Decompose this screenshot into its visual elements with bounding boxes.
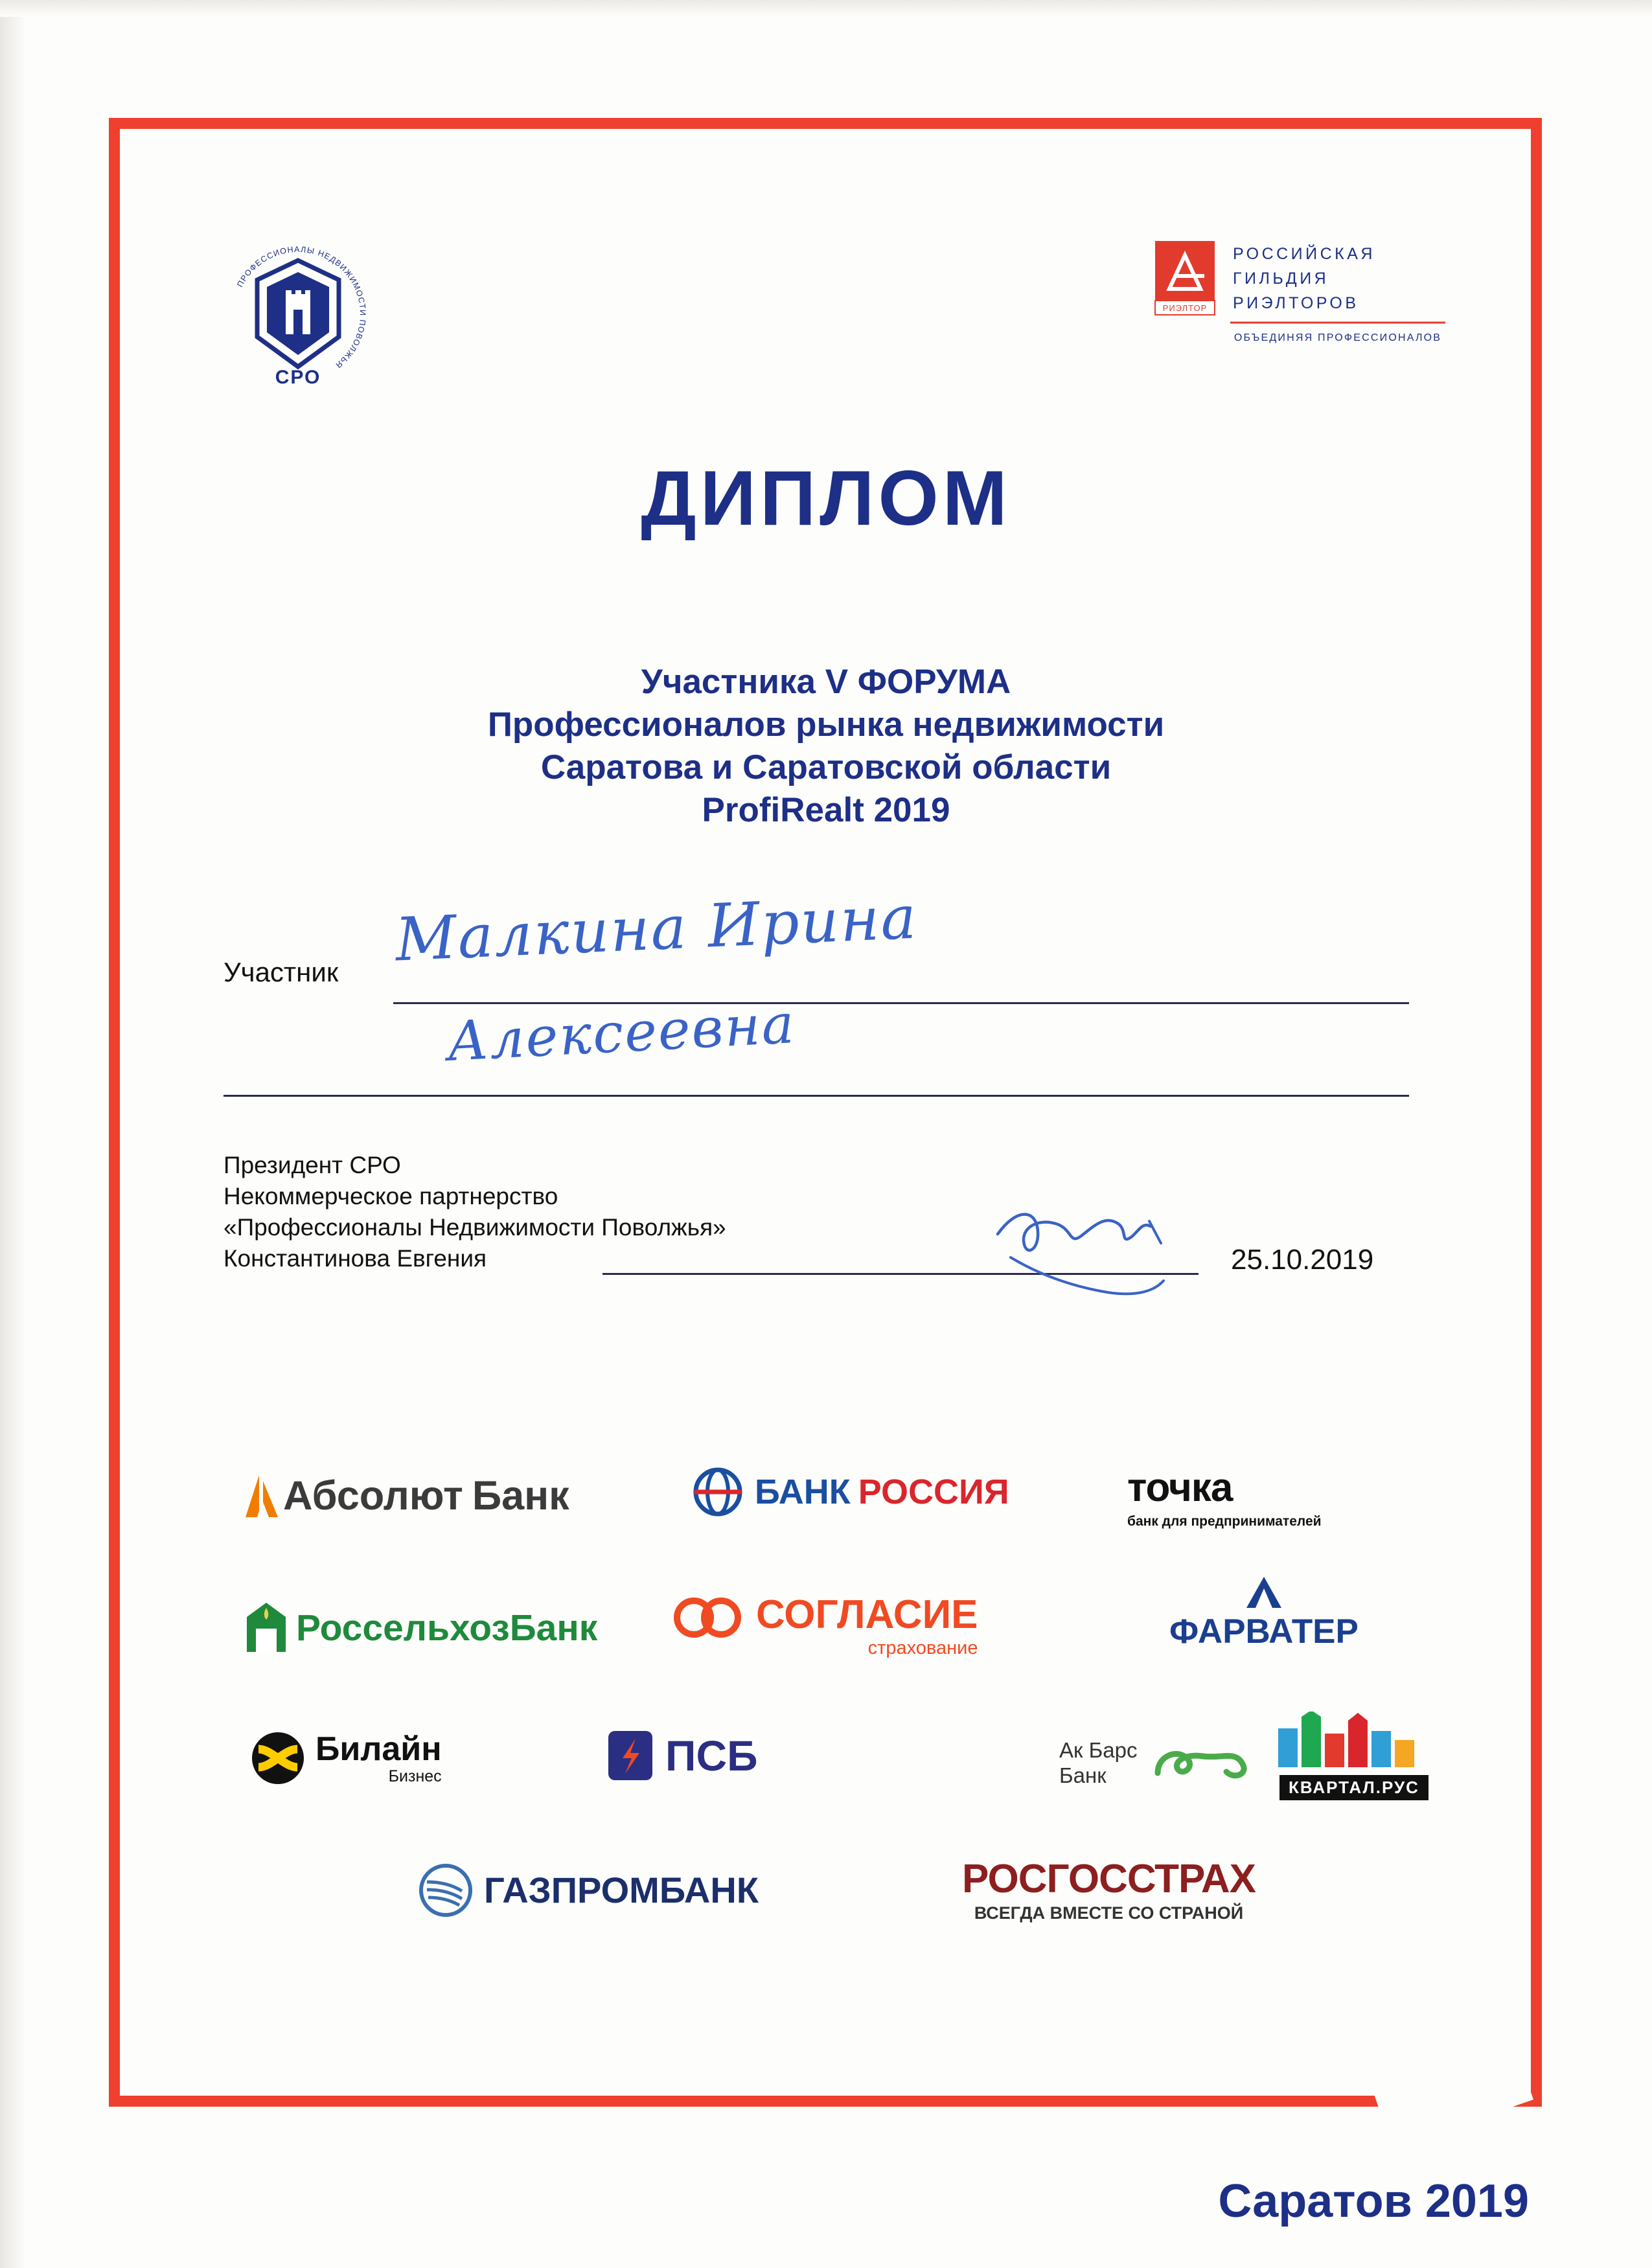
svg-text:РОССИЙСКАЯ: РОССИЙСКАЯ	[1233, 245, 1375, 263]
bank-rossiya-icon	[690, 1464, 746, 1520]
city-year: Саратов 2019	[1218, 2175, 1529, 2227]
participant-handwritten-name-line-1: Малкина Ирина	[394, 882, 919, 975]
sponsor-psb	[606, 1728, 758, 1783]
sponsor-tochka	[1127, 1465, 1322, 1529]
rosselhozbank-label-2: Банк	[509, 1607, 598, 1649]
participant-signature-line-1	[393, 1002, 1409, 1004]
signatory-line-3: «Профессионалы Недвижимости Поволжья»	[224, 1214, 726, 1241]
svg-text:РИЭЛТОР: РИЭЛТОР	[1162, 303, 1208, 313]
border-notch	[1370, 2032, 1533, 2148]
sponsor-ak-bars-bank	[1059, 1739, 1252, 1786]
svg-text:РИЭЛТОРОВ: РИЭЛТОРОВ	[1233, 294, 1359, 312]
signatory-line-4: Константинова Евгения	[224, 1245, 487, 1272]
rosgosstrah-label: РОСГОССТРАХ	[962, 1857, 1256, 1901]
svg-text:СРО: СРО	[275, 367, 321, 388]
tochka-label: точка	[1127, 1465, 1233, 1510]
rgr-logo	[1150, 233, 1451, 392]
sponsor-rosgosstrah	[962, 1859, 1256, 1922]
kvartal-rus-label: КВАРТАЛ.РУС	[1289, 1778, 1419, 1797]
farvater-label: ФАРВАТЕР	[1169, 1612, 1359, 1651]
gazprombank-icon	[418, 1862, 474, 1918]
participant-handwritten-name-line-2: Алексеевна	[445, 991, 797, 1074]
gazprombank-label: ГАЗПРОМБАНК	[484, 1870, 759, 1910]
soglasie-tagline: страхование	[867, 1638, 978, 1658]
kvartal-rus-icon	[1273, 1712, 1435, 1771]
sponsor-beeline	[249, 1730, 442, 1787]
bank-rossiya-label-2: РОССИЯ	[858, 1472, 1009, 1511]
absolut-bank-label-2: Банк	[472, 1472, 569, 1518]
soglasie-icon	[671, 1595, 748, 1640]
psb-label: ПСБ	[665, 1732, 758, 1780]
ak-bars-icon	[1149, 1739, 1252, 1786]
rosgosstrah-tagline: ВСЕГДА ВМЕСТЕ СО СТРАНОЙ	[974, 1903, 1244, 1923]
signatory-block	[224, 1150, 726, 1274]
bank-rossiya-label-1: БАНК	[755, 1472, 851, 1511]
beeline-icon	[249, 1730, 306, 1787]
page-title: ДИПЛОМ	[641, 455, 1011, 542]
soglasie-label: СОГЛАСИЕ	[756, 1592, 978, 1637]
subtitle-line-3: Саратова и Саратовской области	[540, 748, 1112, 786]
beeline-label: Билайн	[315, 1730, 442, 1768]
sponsor-soglasie	[671, 1592, 978, 1658]
subtitle-line-4: ProfiRealt 2019	[702, 791, 950, 829]
handwritten-signature	[991, 1195, 1205, 1312]
sponsor-absolut-bank	[243, 1471, 569, 1521]
psb-icon	[606, 1728, 655, 1783]
signatory-line-1: Президент СРО	[224, 1152, 401, 1178]
sponsor-farvater	[1169, 1574, 1359, 1649]
subtitle-line-1: Участника V ФОРУМА	[641, 663, 1011, 701]
svg-text:ПРОФЕССИОНАЛЫ НЕДВИЖИМОСТИ ПОВ: ПРОФЕССИОНАЛЫ НЕДВИЖИМОСТИ ПОВОЛЖЬЯ	[235, 244, 368, 371]
absolut-bank-icon	[243, 1471, 279, 1521]
sponsor-logos	[224, 1465, 1419, 1995]
ak-bars-label-2: Банк	[1059, 1763, 1107, 1787]
sro-logo-graphic	[224, 240, 373, 389]
participant-signature-line-2	[224, 1095, 1409, 1097]
signatory-line-2: Некоммерческое партнерство	[224, 1183, 558, 1209]
svg-text:ОБЪЕДИНЯЯ ПРОФЕССИОНАЛОВ: ОБЪЕДИНЯЯ ПРОФЕССИОНАЛОВ	[1233, 332, 1442, 343]
sro-logo	[224, 240, 373, 389]
absolut-bank-label-1: Абсолют	[283, 1472, 463, 1518]
svg-text:ГИЛЬДИЯ: ГИЛЬДИЯ	[1233, 269, 1329, 288]
sponsor-bank-rossiya	[690, 1464, 1009, 1520]
rosselhozbank-label-1: Россельхоз	[296, 1607, 510, 1649]
beeline-tagline: Бизнес	[388, 1767, 442, 1785]
sponsor-rosselhozbank	[243, 1600, 597, 1656]
subtitle-block	[0, 661, 1652, 832]
sponsor-kvartal-rus	[1273, 1712, 1435, 1800]
rgr-logo-graphic	[1150, 233, 1451, 392]
signature-date: 25.10.2019	[1231, 1244, 1374, 1276]
scan-edge-shadow-top	[0, 0, 1652, 17]
rosselhozbank-icon	[243, 1600, 290, 1656]
sponsor-gazprombank	[418, 1862, 759, 1918]
participant-label: Участник	[224, 957, 339, 987]
ak-bars-label-1: Ак Барс	[1059, 1738, 1138, 1762]
scan-edge-shadow-left	[0, 0, 26, 2268]
tochka-tagline: банк для предпринимателей	[1127, 1514, 1322, 1529]
subtitle-line-2: Профессионалов рынка недвижимости	[487, 705, 1165, 744]
farvater-icon	[1243, 1574, 1285, 1610]
